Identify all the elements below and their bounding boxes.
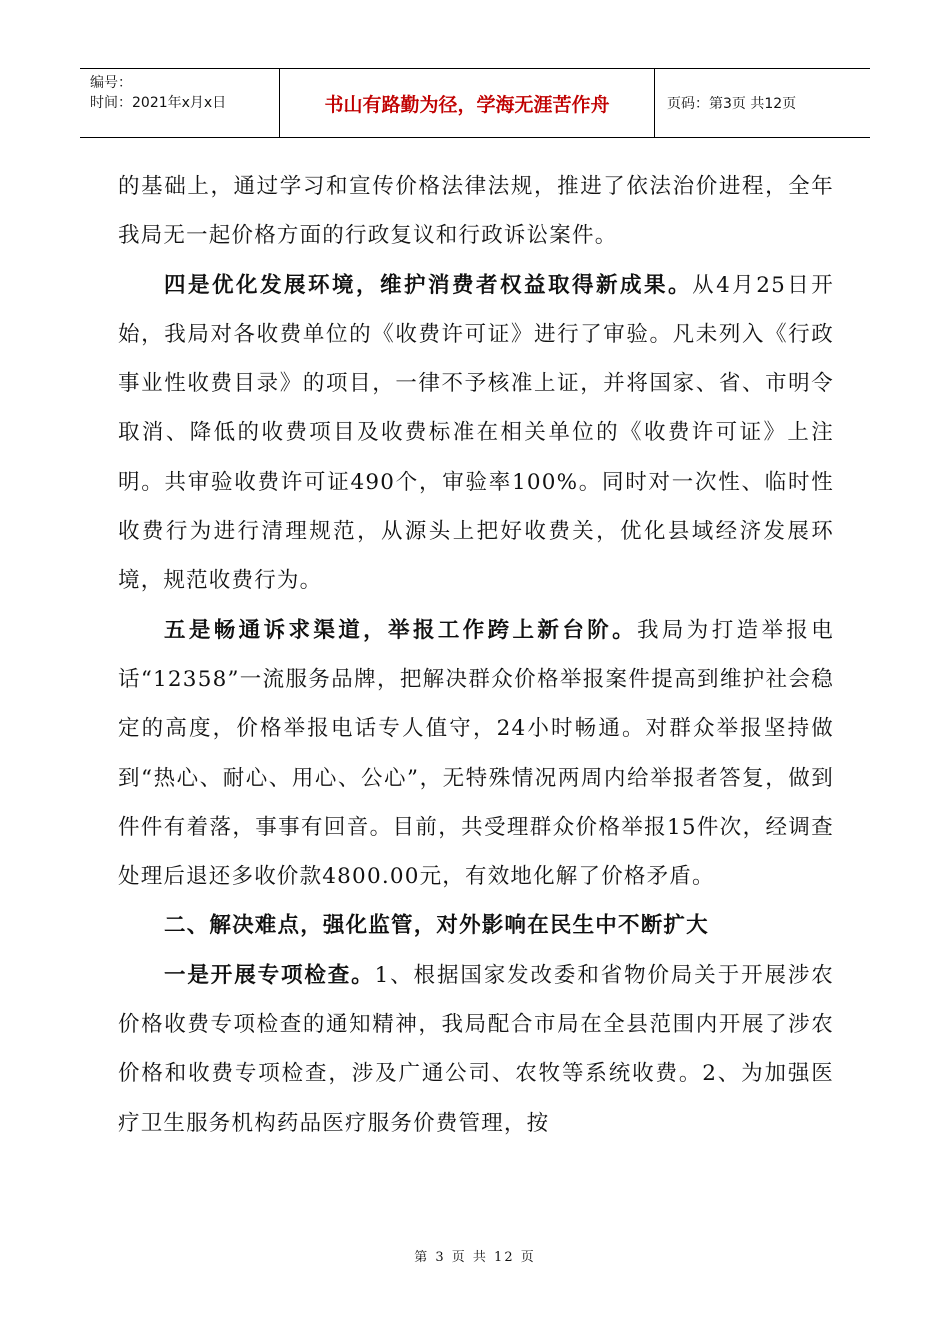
paragraph-continuation: 的基础上，通过学习和宣传价格法律法规，推进了依法治价进程，全年我局无一起价格方面的行政复议和行政诉讼案件。 <box>118 174 834 249</box>
paragraph-environment-lead: 四是优化发展环境，维护消费者权益取得新成果。 <box>164 272 693 298</box>
paragraph-complaints-lead: 五是畅通诉求渠道，举报工作跨上新台阶。 <box>164 617 638 643</box>
page-footer: 第 3 页 共 12 页 <box>414 1250 536 1265</box>
paragraph-inspection <box>118 951 834 1148</box>
paragraph-inspection-lead: 一是开展专项检查。 <box>164 962 375 988</box>
document-header <box>80 68 870 138</box>
paragraph-inspection-text: 1、根据国家发改委和省物价局关于开展涉农价格收费专项检查的通知精神，我局配合市局在全县范围内开展了涉农价格和收费专项检查，涉及广通公司、农牧等系统收费。2、为加强医疗卫生服务机构药品医疗服务价费管理，按 <box>118 962 834 1136</box>
section-heading: 二、解决难点，强化监管，对外影响在民生中不断扩大 <box>164 913 709 939</box>
paragraph-complaints-text: 我局为打造举报电话“12358”一流服务品牌，把解决群众价格举报案件提高到维护社会稳定的高度，价格举报电话专人值守，24小时畅通。对群众举报坚持做到“热心、耐心、用心、公心”，无特殊情况两周内给举报者答复，做到件件有着落，事事有回音。目前，共受理群众价格举报15件次，经调查处理后退还多收价款4800.00元，有效地化解了价格矛盾。 <box>118 617 834 890</box>
header-motto: 书山有路勤为径，学海无涯苦作舟 <box>280 69 655 137</box>
paragraph-environment-text: 从4月25日开始，我局对各收费单位的《收费许可证》进行了审验。凡未列入《行政事业性收费目录》的项目，一律不予核准上证，并将国家、省、市明令取消、降低的收费项目及收费标准在相关单位的《收费许可证》上注明。共审验收费许可证490个，审验率100%。同时对一次性、临时性收费行为进行清理规范，从源头上把好收费关，优化县域经济发展环境，规范收费行为。 <box>118 272 835 594</box>
header-page-info: 页码：第3页 共12页 <box>667 96 797 112</box>
paragraph-environment <box>118 261 834 606</box>
document-date: 时间：2021年x月x日 <box>90 95 227 111</box>
paragraph-complaints <box>118 606 834 902</box>
header-meta <box>80 69 280 137</box>
document-number-label: 编号： <box>90 75 132 91</box>
document-body <box>118 162 834 1148</box>
